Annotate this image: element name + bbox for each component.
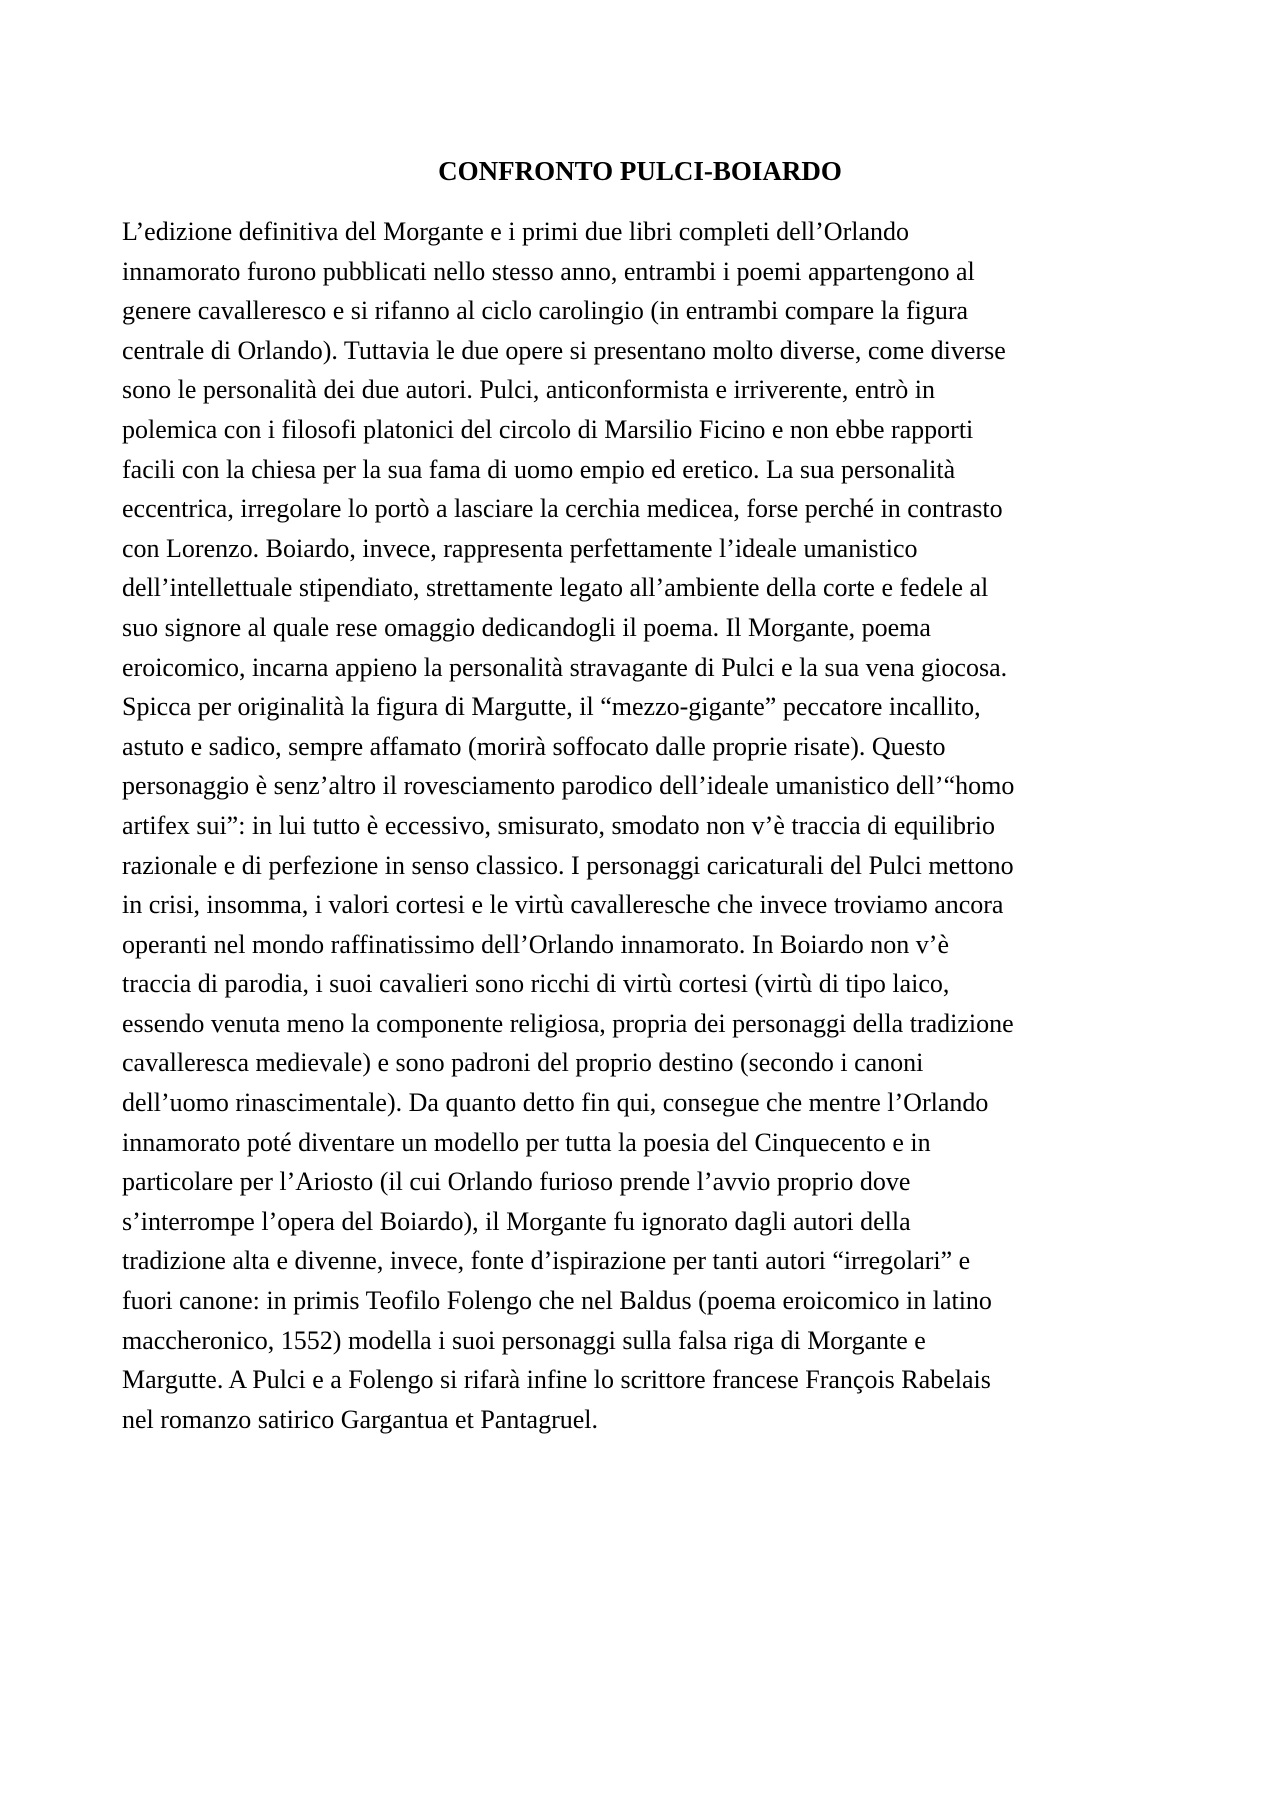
text-line: astuto e sadico, sempre affamato (morirà soffocato dalle proprie risate). Questo [122,731,946,761]
text-line: essendo venuta meno la componente religiosa, propria dei personaggi della tradizione [122,1008,1014,1038]
text-line: polemica con i filosofi platonici del circolo di Marsilio Ficino e non ebbe rapporti [122,414,974,444]
text-line: Margutte. A Pulci e a Folengo si rifarà infine lo scrittore francese François Rabelais [122,1365,991,1395]
text-line: in crisi, insomma, i valori cortesi e le virtù cavalleresche che invece troviamo ancora [122,890,1004,920]
text-line: innamorato furono pubblicati nello stesso anno, entrambi i poemi appartengono al [122,256,975,286]
document-title: CONFRONTO PULCI-BOIARDO [438,156,842,186]
text-line: genere cavalleresco e si rifanno al ciclo carolingio (in entrambi compare la figura [122,296,969,326]
text-line: operanti nel mondo raffinatissimo dell’Orlando innamorato. In Boiardo non v’è [122,929,949,959]
text-line: personaggio è senz’altro il rovesciamento parodico dell’ideale umanistico dell’“homo [122,771,1015,801]
text-line: traccia di parodia, i suoi cavalieri sono ricchi di virtù cortesi (virtù di tipo laico, [122,969,950,999]
text-line: tradizione alta e divenne, invece, fonte d’ispirazione per tanti autori “irregolari” e [122,1246,971,1276]
text-line: innamorato poté diventare un modello per tutta la poesia del Cinquecento e in [122,1127,931,1157]
text-line: maccheronico, 1552) modella i suoi personaggi sulla falsa riga di Morgante e [122,1325,926,1355]
text-line: razionale e di perfezione in senso classico. I personaggi caricaturali del Pulci mettono [122,850,1014,880]
text-line: sono le personalità dei due autori. Pulci, anticonformista e irriverente, entrò in [122,375,935,405]
text-line: facili con la chiesa per la sua fama di uomo empio ed eretico. La sua personalità [122,454,956,484]
document-body [122,212,1182,1439]
text-line: dell’uomo rinascimentale). Da quanto detto fin qui, consegue che mentre l’Orlando [122,1088,989,1118]
text-line: centrale di Orlando). Tuttavia le due opere si presentano molto diverse, come diverse [122,335,1006,365]
text-line: fuori canone: in primis Teofilo Folengo che nel Baldus (poema eroicomico in latino [122,1286,992,1316]
text-line: cavalleresca medievale) e sono padroni del proprio destino (secondo i canoni [122,1048,924,1078]
text-line: eroicomico, incarna appieno la personalità stravagante di Pulci e la sua vena giocosa. [122,652,1008,682]
text-line: eccentrica, irregolare lo portò a lasciare la cerchia medicea, forse perché in contrasto [122,494,1003,524]
text-line: dell’intellettuale stipendiato, strettamente legato all’ambiente della corte e fedele al [122,573,989,603]
text-line: nel romanzo satirico Gargantua et Pantagruel. [122,1404,599,1434]
text-line: con Lorenzo. Boiardo, invece, rappresenta perfettamente l’ideale umanistico [122,533,918,563]
text-line: artifex sui”: in lui tutto è eccessivo, smisurato, smodato non v’è traccia di equilibrio [122,810,995,840]
text-line: s’interrompe l’opera del Boiardo), il Morgante fu ignorato dagli autori della [122,1206,911,1236]
text-line: particolare per l’Ariosto (il cui Orlando furioso prende l’avvio proprio dove [122,1167,911,1197]
text-line: Spicca per originalità la figura di Margutte, il “mezzo-gigante” peccatore incallito, [122,692,981,722]
text-line: suo signore al quale rese omaggio dedicandogli il poema. Il Morgante, poema [122,612,931,642]
text-line: L’edizione definitiva del Morgante e i primi due libri completi dell’Orlando [122,217,910,246]
